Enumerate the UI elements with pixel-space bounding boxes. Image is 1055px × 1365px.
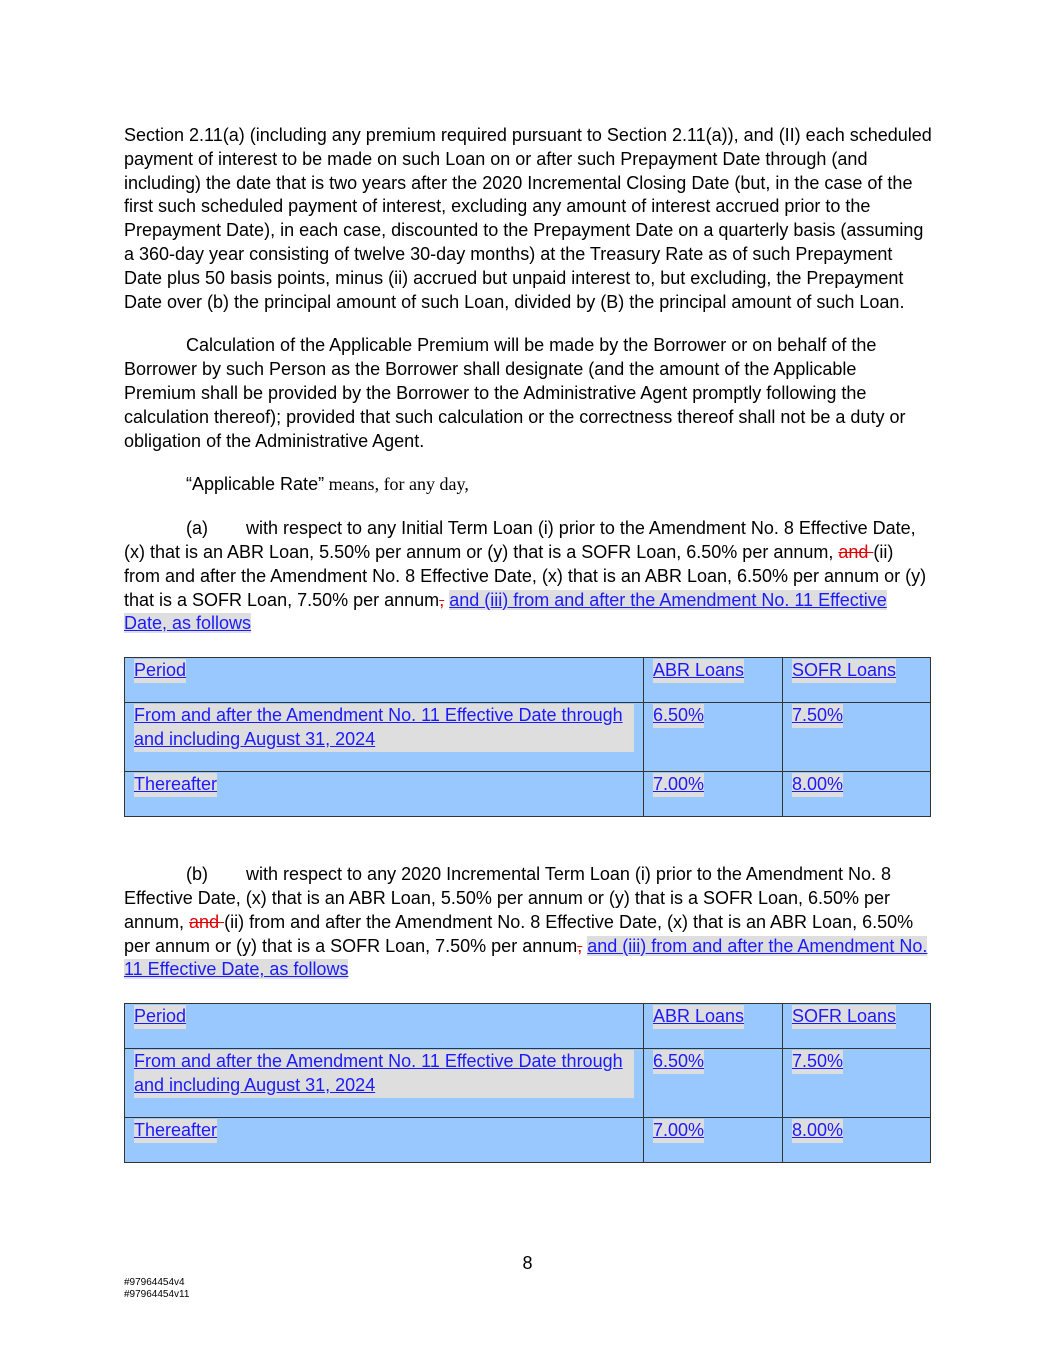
definition-lead-in: means, for any day, — [324, 474, 469, 495]
table-row — [125, 1049, 931, 1118]
clause-b-label: (b) — [186, 864, 208, 885]
cell-abr-rate: 7.00% — [653, 1119, 704, 1143]
page-number: 8 — [522, 1253, 533, 1273]
clause-a — [124, 517, 932, 636]
header-abr-loans: ABR Loans — [653, 1005, 744, 1029]
clause-b-text-1: with respect to any 2020 Incremental Term Loan (i) prior to the Amendment No. 8 Effective Date, (x) that is an ABR Loan, 5.50% per annum or (y) that is a SOFR Loan, 6.50% per annum, — [124, 864, 891, 932]
clause-a-label: (a) — [186, 518, 208, 539]
clause-a-deleted-comma: , — [439, 589, 445, 610]
clause-a-text-2: (ii) from and after the Amendment No. 8 Effective Date, (x) that is an ABR Loan, 6.50% per annum or (y) that is a SOFR Loan, 7.50% per annum — [124, 541, 927, 610]
document-id-footer — [124, 1277, 189, 1301]
document-id-v11: #97964454v11 — [124, 1289, 190, 1300]
paragraph-applicable-premium-continued: Section 2.11(a) (including any premium required pursuant to Section 2.11(a)), and (II) each scheduled payment of interest to be made on such Loan on or after such Prepayment Date through (and including) the date that is two years after the 2020 Incremental Closing Date (but, in the case of the first such scheduled payment of interest, excluding any amount of interest accrued prior to the Prepayment Date), in each case, discounted to the Prepayment Date on a quarterly basis (assuming a 360-day year consisting of twelve 30-day months) at the Treasury Rate as of such Prepayment Date plus 50 basis points, minus (ii) accrued but unpaid interest to, but excluding, the Prepayment Date over (b) the principal amount of such Loan, divided by (B) the principal amount of such Loan. — [124, 125, 932, 312]
table-row — [125, 772, 931, 817]
cell-abr-rate: 7.00% — [653, 773, 704, 797]
header-sofr-loans: SOFR Loans — [792, 659, 896, 683]
defined-term: “Applicable Rate” — [186, 474, 325, 495]
rate-table-a — [124, 657, 931, 817]
paragraph-applicable-rate-definition — [124, 473, 932, 497]
rate-table-b — [124, 1003, 931, 1163]
clause-b — [124, 863, 932, 982]
cell-period: From and after the Amendment No. 11 Effective Date through and including August 31, 2024 — [134, 704, 634, 752]
table-row — [125, 703, 931, 772]
header-abr-loans: ABR Loans — [653, 659, 744, 683]
clause-b-deleted-and: and — [189, 911, 225, 932]
paragraph-calculation-of-premium: Calculation of the Applicable Premium will be made by the Borrower or on behalf of the Borrower by such Person as the Borrower shall designate (and the amount of the Applicable Premium shall be provided by the Borrower to the Administrative Agent promptly following the calculation thereof); provided that such calculation or the correctness thereof shall not be a duty or obligation of the Administrative Agent. — [124, 335, 906, 451]
cell-period: Thereafter — [134, 773, 217, 797]
header-sofr-loans: SOFR Loans — [792, 1005, 896, 1029]
cell-sofr-rate: 8.00% — [792, 1119, 843, 1143]
table-row — [125, 1118, 931, 1163]
header-period: Period — [134, 1005, 186, 1029]
clause-a-text-1: with respect to any Initial Term Loan (i) prior to the Amendment No. 8 Effective Date, (x) that is an ABR Loan, 5.50% per annum or (y) that is a SOFR Loan, 6.50% per annum, — [124, 518, 916, 562]
document-id-v4: #97964454v4 — [124, 1277, 185, 1288]
clause-b-inserted-text: and (iii) from and after the Amendment No. 11 Effective Date, as follows — [124, 935, 928, 980]
clause-b-text-2: (ii) from and after the Amendment No. 8 Effective Date, (x) that is an ABR Loan, 6.50% per annum or (y) that is a SOFR Loan, 7.50% per annum — [124, 911, 914, 956]
cell-abr-rate: 6.50% — [653, 1050, 704, 1074]
clause-a-inserted-text: and (iii) from and after the Amendment No. 11 Effective Date, as follows — [124, 589, 887, 634]
document-page — [124, 124, 932, 1163]
table-header-row — [125, 658, 931, 703]
clause-b-deleted-comma: , — [577, 935, 583, 956]
cell-period: From and after the Amendment No. 11 Effective Date through and including August 31, 2024 — [134, 1050, 634, 1098]
cell-period: Thereafter — [134, 1119, 217, 1143]
cell-abr-rate: 6.50% — [653, 704, 704, 728]
header-period: Period — [134, 659, 186, 683]
clause-a-deleted-and: and — [838, 541, 874, 562]
cell-sofr-rate: 8.00% — [792, 773, 843, 797]
table-header-row — [125, 1004, 931, 1049]
cell-sofr-rate: 7.50% — [792, 704, 843, 728]
cell-sofr-rate: 7.50% — [792, 1050, 843, 1074]
